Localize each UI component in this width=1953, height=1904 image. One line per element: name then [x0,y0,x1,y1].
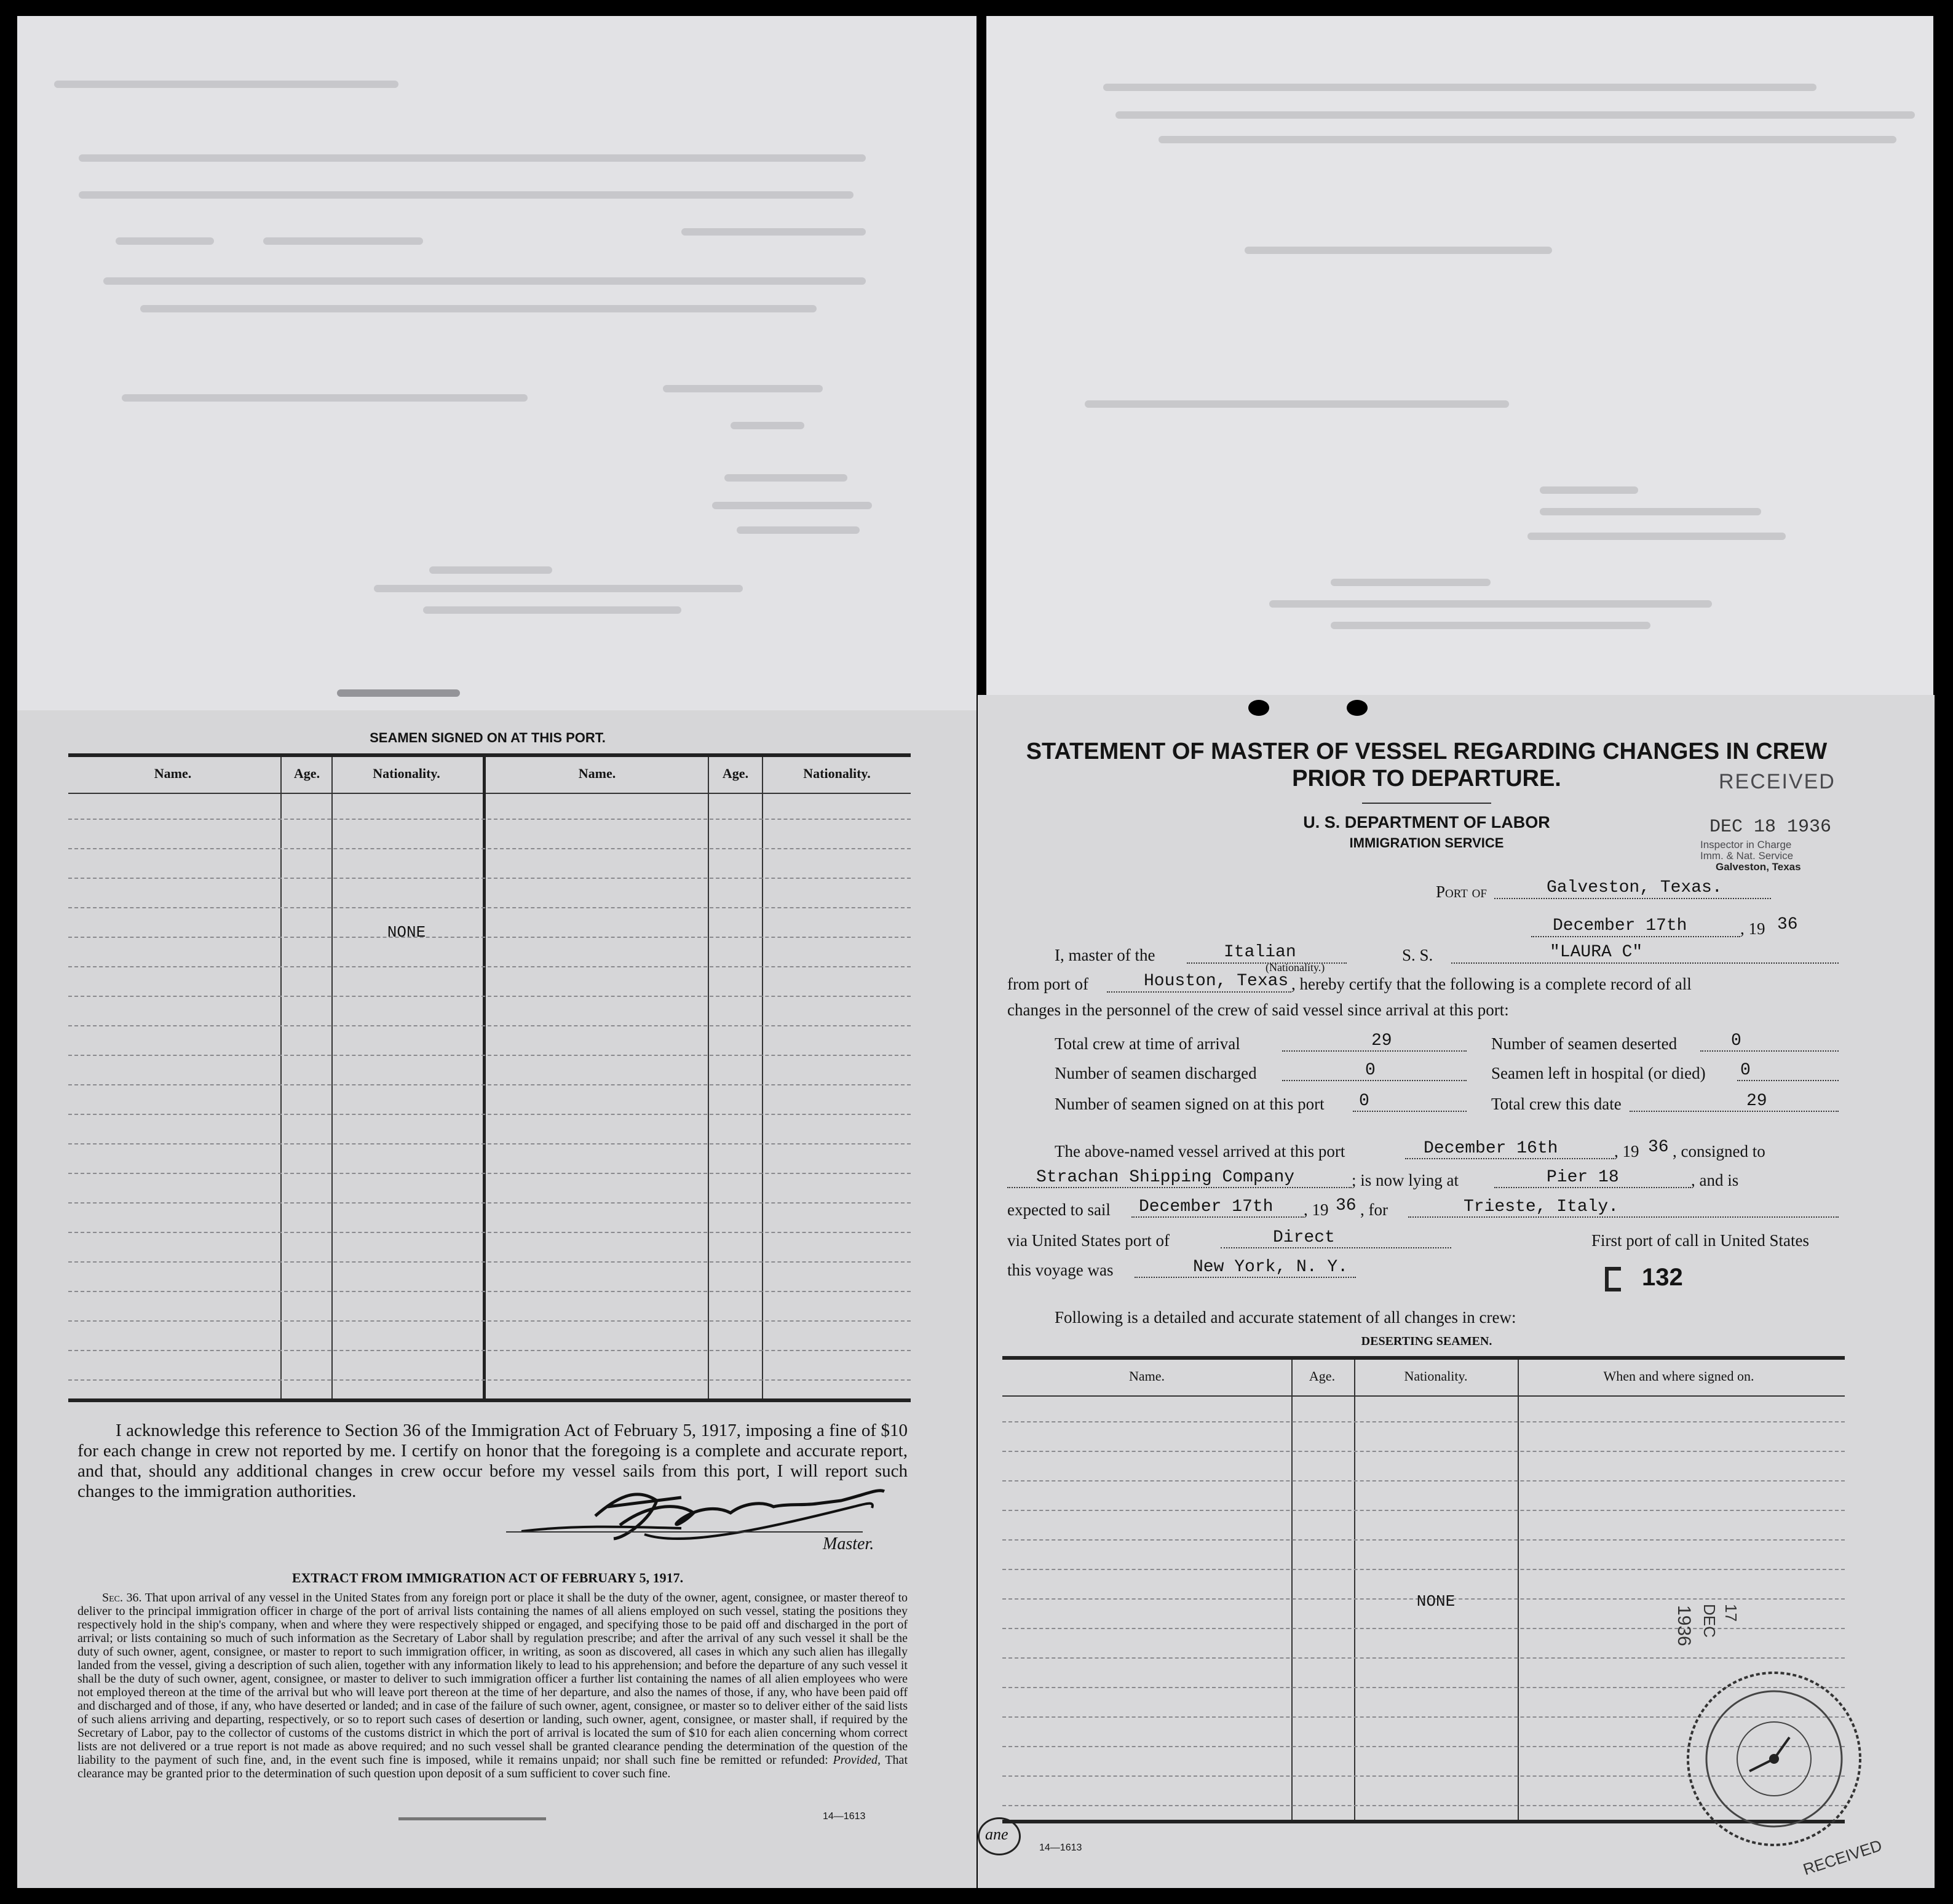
faded-text-line [103,277,866,285]
faded-text-line [54,81,398,88]
received-stamp-line1: Inspector in Charge [1700,839,1792,851]
port-line [1494,898,1771,899]
faded-text-line [1085,400,1509,408]
certify-text-2: changes in the personnel of the crew of said vessel since arrival at this port: [1007,1001,1509,1019]
round-stamp-month: DEC [1700,1604,1719,1638]
faded-text-line [731,422,804,429]
table-row-line [68,1173,911,1174]
deserted-line [1700,1050,1839,1052]
table-row-line [1002,1421,1845,1422]
header-nationality-2: Nationality. [803,766,871,781]
faded-text-line [1269,600,1712,608]
table-row-line [68,966,911,967]
arrived-value: December 16th [1424,1139,1558,1158]
discharged-label: Number of seamen discharged [1055,1064,1257,1082]
column-divider [1354,1360,1355,1820]
header-nationality: Nationality. [373,766,440,781]
service: IMMIGRATION SERVICE [1349,835,1504,851]
initials-mark: ane [985,1825,1008,1843]
date-line [1531,936,1740,937]
via-label: via United States port of [1007,1231,1170,1250]
right-form-number: 14—1613 [1039,1843,1082,1853]
faded-text-line [116,237,214,245]
consignee: Strachan Shipping Company [1036,1168,1295,1187]
signed-on-label: Number of seamen signed on at this port [1055,1095,1325,1113]
extract-section: Sec. 36. [102,1591,142,1605]
total-crew-arrival-label: Total crew at time of arrival [1055,1034,1240,1053]
table-row-line [1002,1510,1845,1511]
column-divider [1518,1360,1519,1820]
consignee-line [1007,1187,1352,1188]
table-row-line [68,1025,911,1026]
received-stamp-line2: Imm. & Nat. Service [1700,850,1794,862]
bottom-received-stamp: RECEIVED [1800,1836,1885,1879]
table-row-line [68,907,911,908]
ship-name-line [1451,962,1839,964]
header-nationality: Nationality. [1404,1368,1468,1384]
ship-name: "LAURA C" [1550,943,1643,962]
table-row-line [1002,1657,1845,1659]
header-name: Name. [154,766,192,781]
expected-year-prefix: , 19 [1304,1200,1329,1219]
table-header [68,757,911,794]
expected-label: expected to sail [1007,1200,1111,1219]
arrived-year: 36 [1648,1138,1669,1157]
table-row-line [1002,1569,1845,1570]
arrived-year-prefix: , 19 [1614,1142,1639,1160]
faded-text-line [1540,486,1638,494]
table-row-line [68,1114,911,1115]
left-form-number: 14—1613 [823,1811,866,1822]
first-port-label: First port of call in United States [1591,1231,1809,1250]
hospital-line [1737,1080,1839,1081]
header-age: Age. [1309,1368,1336,1384]
faded-text-line [1103,84,1816,91]
number-stamp: 132 [1642,1264,1683,1291]
from-port-line [1107,991,1291,993]
form-title-line2: PRIOR TO DEPARTURE. [1292,766,1561,791]
extract-end: That clearance may be granted prior to the determination of such question upon deposit of a sum sufficient to cover such fine. [77,1753,908,1780]
destination: Trieste, Italy. [1464,1197,1619,1216]
faded-text-line [724,474,847,482]
following-text: Following is a detailed and accurate statement of all changes in crew: [1055,1308,1516,1327]
nationality-caption: (Nationality.) [1266,961,1325,974]
column-divider [280,757,282,1398]
round-office-stamp [1682,1667,1866,1851]
table-row-line [68,1261,911,1263]
from-port-label: from port of [1007,975,1088,993]
master-of-label: I, master of the [1055,946,1155,964]
table-row-line [68,1055,911,1056]
department: U. S. DEPARTMENT OF LABOR [1303,813,1550,831]
certify-text: , hereby certify that the following is a complete record of all [1291,975,1692,993]
header-age: Age. [293,766,320,781]
table-row-line [1002,1539,1845,1541]
arrived-label: The above-named vessel arrived at this port [1055,1142,1345,1160]
via-value: Direct [1273,1228,1335,1247]
deserted-label: Number of seamen deserted [1491,1034,1678,1053]
faded-text-line [1331,579,1491,586]
discharged-line [1282,1080,1467,1081]
faded-text-line [1159,136,1896,143]
top-right-reverse-sheet [986,16,1933,696]
faded-text-line [681,228,866,236]
table-row-line [68,996,911,997]
extract-paragraph [77,1591,908,1780]
faded-text-line [1331,622,1650,629]
faded-text-line [737,526,860,534]
via-line [1221,1247,1451,1248]
table-header [1002,1360,1845,1397]
port-value: Galveston, Texas. [1547,878,1722,897]
title-rule [1362,803,1491,804]
header-name-2: Name. [578,766,616,781]
round-stamp-day: 17 [1722,1604,1740,1622]
total-crew-date: 29 [1746,1092,1767,1111]
deserted-value: 0 [1731,1031,1741,1050]
printing-office-imprint [398,1817,546,1820]
expected-year: 36 [1336,1196,1357,1215]
right-form-sheet [978,695,1935,1888]
top-left-reverse-sheet [17,16,976,714]
table-row-line [68,1084,911,1085]
lying-line [1494,1187,1691,1188]
header-when-where: When and where signed on. [1603,1368,1754,1384]
voyage-label: this voyage was [1007,1261,1114,1279]
arrived-line [1405,1158,1614,1159]
table-row-line [68,1143,911,1144]
received-stamp-date: DEC 18 1936 [1709,817,1832,838]
table-row-line [1002,1480,1845,1482]
column-divider [1291,1360,1293,1820]
faded-text-line [429,566,552,574]
date-year-prefix: , 19 [1740,919,1765,938]
column-divider [762,757,763,1398]
faded-text-line [263,237,423,245]
faded-text-line [374,585,743,592]
faded-text-line [79,191,854,199]
punch-hole [1248,700,1269,716]
extract-provided: Provided, [833,1753,881,1767]
nationality-value: Italian [1224,943,1296,962]
voyage-line [1135,1277,1356,1278]
expected-value: December 17th [1139,1197,1274,1216]
table-row-line [68,937,911,938]
hospital-value: 0 [1740,1061,1751,1080]
table-row-line [68,1320,911,1322]
faded-text-line [1527,533,1786,540]
column-divider [331,757,333,1398]
signed-on-table [68,753,911,1402]
total-crew-arrival: 29 [1371,1031,1392,1050]
faded-text-line [423,606,681,614]
column-divider [708,757,709,1398]
table-row-line [68,819,911,820]
form-title-line1: STATEMENT OF MASTER OF VESSEL REGARDING CHANGES IN CREW [1026,739,1828,764]
round-stamp-year: 1936 [1674,1605,1694,1646]
faded-text-line [1115,111,1915,119]
signed-on-value: 0 [1359,1092,1369,1111]
voyage-value: New York, N. Y. [1193,1258,1349,1277]
header-name: Name. [1128,1368,1165,1384]
received-stamp-title: RECEIVED [1719,770,1836,793]
faded-text-line [663,385,823,392]
extract-title: EXTRACT FROM IMMIGRATION ACT OF FEBRUARY 5, 1917. [291,1570,684,1585]
faded-text-line [79,154,866,162]
hospital-label: Seamen left in hospital (or died) [1491,1064,1706,1082]
table-row-line [68,1350,911,1351]
table-row-line [68,848,911,849]
acknowledgment-paragraph: I acknowledge this reference to Section 36 of the Immigration Act of February 5, 1917, imposing a fine of $10 for each change in crew not reported by me. I certify on honor that the foregoing is a complete and accurate report, and that, should any additional changes in crew occur before my vessel sails from this port, I will report such changes to the immigration authorities. [77,1421,908,1501]
stamp-mark-icon [1605,1267,1621,1291]
faded-text-line [1245,247,1552,254]
extract-body: That upon arrival of any vessel in the United States from any foreign port or place it shall be the duty of the owner, agent, consignee, or master thereof to deliver to the principal immigration officer in charge of the port of arrival lists containing the names of all aliens employed on such vessel, stating the positions they respectively hold in the ship's company, when and where they were respectively shipped or engaged, and specifying those to be paid off and discharged in the port of arrival; or lists containing so much of such information as the Secretary of Labor shall by regulation prescribe; and after the arrival of any such vessel it shall be the duty of such owner, agent, consignee, or master to report to such immigration officer, in writing, as soon as discovered, all cases in which any such alien has illegally landed from the vessel, giving a description of such alien, together with any information likely to lead to his apprehension; and before the departure of any such vessel it shall be the duty of such owner, agent, consignee, or master to deliver to such immigration officer a further list containing the names of all alien employees who were not employed thereon at the time of the arrival but who will leave port thereon at the time of her departure, and also the names of those, if any, who have been paid off and discharged and of those, if any, who have deserted or landed; and in case of the failure of such owner, agent, consignee, or master so to deliver either of the said lists of such aliens arriving and departing, respectively, or so to report such cases of desertion or landing, such owner, agent, consignee, or master shall, if required by the Secretary of Labor, pay to the collector of customs of the customs district in which the port of arrival is located the sum of $10 for each alien concerning whom correct lists are not delivered or a true report is not made as above required; and no such vessel shall be granted clearance pending the determination of the question of the liability to the payment of such fine, and, in the event such fine is imposed, while it remains unpaid; nor shall such fine be remitted or refunded: [77,1591,908,1767]
date-value: December 17th [1553,916,1687,935]
table-row-line [68,1202,911,1204]
faded-text-line [1540,508,1761,515]
faded-text-line [122,394,528,402]
table-row-line [68,1379,911,1381]
table-row-line [1002,1451,1845,1452]
date-year: 36 [1777,915,1798,934]
column-divider-center [483,757,486,1398]
destination-line [1408,1216,1839,1218]
none-entry: NONE [1416,1592,1456,1611]
total-crew-date-label: Total crew this date [1491,1095,1622,1113]
expected-line [1131,1216,1304,1218]
port-label: Port of [1436,883,1487,901]
table-row-line [68,1232,911,1233]
lying-value: Pier 18 [1547,1168,1619,1187]
left-form-sheet [17,710,976,1888]
discharged-value: 0 [1365,1061,1376,1080]
signed-on-title: SEAMEN SIGNED ON AT THIS PORT. [370,730,606,745]
ss-label: S. S. [1402,946,1433,964]
received-stamp-line3: Galveston, Texas [1716,861,1801,873]
total-crew-arrival-line [1282,1050,1467,1052]
total-crew-date-line [1630,1111,1839,1112]
faded-text-line [140,305,817,312]
header-age-2: Age. [722,766,749,781]
faded-text-line [712,502,872,509]
table-row-line [68,1291,911,1292]
and-is: , and is [1691,1171,1739,1189]
signature-line [506,1531,863,1533]
from-port-value: Houston, Texas [1144,972,1289,991]
for-label: , for [1360,1200,1388,1219]
faded-text-line [337,689,460,697]
deserting-title: DESERTING SEAMEN. [1361,1335,1492,1348]
consigned-label: , consigned to [1673,1142,1765,1160]
none-entry: NONE [387,923,426,942]
table-row-line [68,878,911,879]
signed-on-line [1353,1111,1467,1112]
lying-label: ; is now lying at [1352,1171,1459,1189]
punch-hole [1347,700,1368,716]
master-label: Master. [823,1534,874,1553]
